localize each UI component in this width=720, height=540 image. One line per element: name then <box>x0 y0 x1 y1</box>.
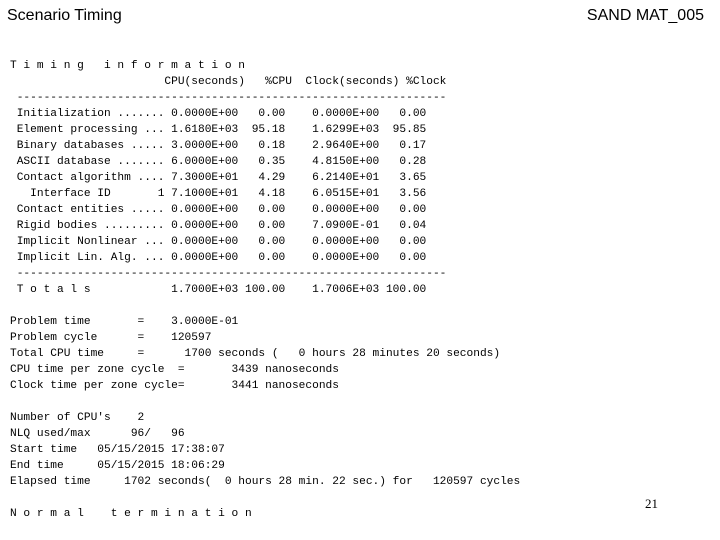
row-binary-databases: Binary databases ..... 3.0000E+00 0.18 2.9640E+00 0.17 <box>10 140 427 152</box>
start-time: Start time 05/15/2015 17:38:07 <box>10 444 225 456</box>
column-headers: CPU(seconds) %CPU Clock(seconds) %Clock <box>10 76 447 88</box>
blank-line <box>10 298 710 314</box>
nlq-used-max: NLQ used/max 96/ 96 <box>10 428 185 440</box>
normal-termination: N o r m a l t e r m i n a t i o n <box>10 508 252 520</box>
row-contact-entities: Contact entities ..... 0.0000E+00 0.00 0.0000E+00 0.00 <box>10 204 427 216</box>
problem-time: Problem time = 3.0000E-01 <box>10 316 239 328</box>
row-implicit-lin-alg: Implicit Lin. Alg. ... 0.0000E+00 0.00 0.0000E+00 0.00 <box>10 252 427 264</box>
row-contact-algorithm: Contact algorithm .... 7.3000E+01 4.29 6.2140E+01 3.65 <box>10 172 427 184</box>
end-time: End time 05/15/2015 18:06:29 <box>10 460 225 472</box>
slide-title: Scenario Timing <box>7 7 122 24</box>
timing-output <box>10 58 710 522</box>
blank-line <box>10 394 710 410</box>
row-initialization: Initialization ....... 0.0000E+00 0.00 0.0000E+00 0.00 <box>10 108 427 120</box>
blank-line <box>10 490 710 506</box>
total-cpu-time: Total CPU time = 1700 seconds ( 0 hours 28 minutes 20 seconds) <box>10 348 501 360</box>
row-rigid-bodies: Rigid bodies ......... 0.0000E+00 0.00 7.0900E-01 0.04 <box>10 220 427 232</box>
row-ascii-database: ASCII database ....... 6.0000E+00 0.35 4.8150E+00 0.28 <box>10 156 427 168</box>
timing-info-heading: T i m i n g i n f o r m a t i o n <box>10 60 245 72</box>
model-name: SAND MAT_005 <box>586 7 704 24</box>
clock-time-per-zone-cycle: Clock time per zone cycle= 3441 nanoseconds <box>10 380 339 392</box>
problem-cycle: Problem cycle = 120597 <box>10 332 212 344</box>
row-element-processing: Element processing ... 1.6180E+03 95.18 1.6299E+03 95.85 <box>10 124 427 136</box>
page-number: 21 <box>645 496 658 511</box>
row-implicit-nonlinear: Implicit Nonlinear ... 0.0000E+00 0.00 0.0000E+00 0.00 <box>10 236 427 248</box>
cpu-time-per-zone-cycle: CPU time per zone cycle = 3439 nanoseconds <box>10 364 339 376</box>
separator-top: ---------------------------------------------------------------- <box>10 92 447 104</box>
separator-bottom: ---------------------------------------------------------------- <box>10 268 447 280</box>
row-totals: T o t a l s 1.7000E+03 100.00 1.7006E+03 100.00 <box>10 284 427 296</box>
row-interface-id: Interface ID 1 7.1000E+01 4.18 6.0515E+01 3.56 <box>10 188 427 200</box>
number-of-cpus: Number of CPU's 2 <box>10 412 145 424</box>
elapsed-time: Elapsed time 1702 seconds( 0 hours 28 min. 22 sec.) for 120597 cycles <box>10 476 521 488</box>
